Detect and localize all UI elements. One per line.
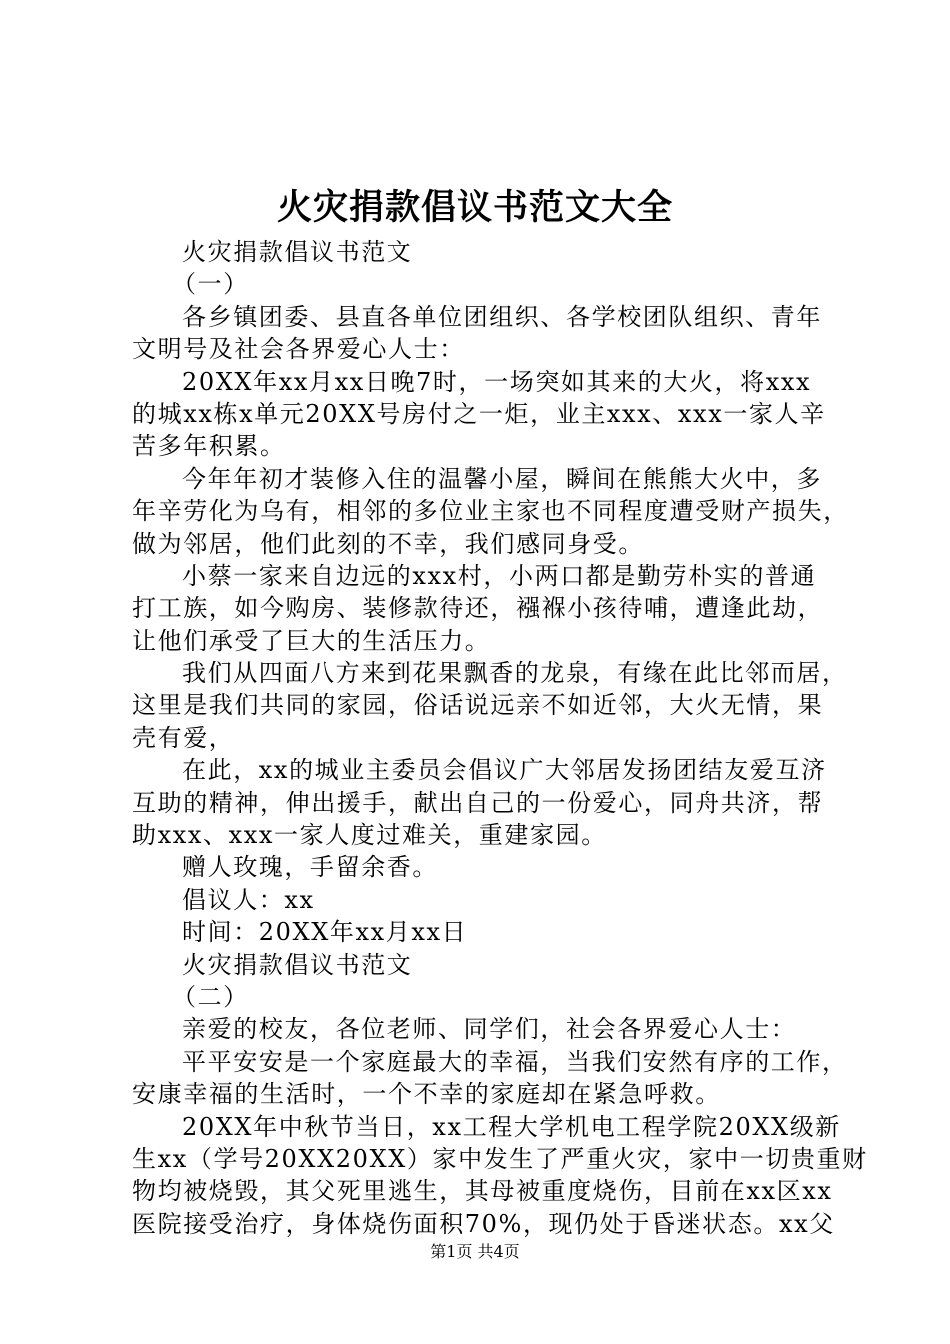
text-line: 物均被烧毁，其父死里逃生，其母被重度烧伤，目前在xx区xx	[132, 1177, 833, 1206]
text-line: （二）	[172, 982, 249, 1011]
text-line: 平平安安是一个家庭最大的幸福，当我们安然有序的工作，	[182, 1047, 848, 1076]
text-line: 壳有爱，	[132, 723, 235, 752]
text-line: 的城xx栋x单元20XX号房付之一炬，业主xxx、xxx一家人辛	[132, 399, 826, 428]
text-line: 我们从四面八方来到花果飘香的龙泉，有缘在此比邻而居，	[182, 659, 848, 688]
text-line: 做为邻居，他们此刻的不幸，我们感同身受。	[132, 529, 644, 558]
text-line: 生xx（学号20XX20XX）家中发生了严重火灾，家中一切贵重财	[132, 1144, 868, 1173]
document-title: 火灾捐款倡议书范文大全	[276, 187, 673, 228]
text-line: 火灾捐款倡议书范文	[182, 950, 413, 979]
text-line: 今年年初才装修入住的温馨小屋，瞬间在熊熊大火中，多	[182, 464, 822, 493]
text-line: 在此，xx的城业主委员会倡议广大邻居发扬团结友爱互济	[182, 756, 827, 785]
text-line: 亲爱的校友，各位老师、同学们，社会各界爱心人士：	[182, 1015, 797, 1044]
text-line: 医院接受治疗，身体烧伤面积70%，现仍处于昏迷状态。xx父	[132, 1209, 835, 1238]
text-line: 让他们承受了巨大的生活压力。	[132, 626, 491, 655]
text-line: 赠人玫瑰，手留余香。	[182, 853, 438, 882]
page-footer: 第1页 共4页	[430, 1242, 520, 1261]
text-line: 火灾捐款倡议书范文	[182, 238, 413, 266]
text-line: 倡议人：xx	[182, 885, 315, 914]
text-line: （一）	[172, 270, 249, 299]
text-line: 这里是我们共同的家园，俗话说远亲不如近邻，大火无情，果	[132, 691, 824, 720]
text-line: 各乡镇团委、县直各单位团组织、各学校团队组织、青年	[182, 302, 822, 331]
text-line: 20XX年中秋节当日，xx工程大学机电工程学院20XX级新	[182, 1112, 841, 1141]
text-line: 时间：20XX年xx月xx日	[182, 918, 468, 947]
text-line: 安康幸福的生活时，一个不幸的家庭却在紧急呼救。	[132, 1080, 721, 1109]
text-line: 文明号及社会各界爱心人士：	[132, 335, 465, 364]
text-line: 20XX年xx月xx日晚7时，一场突如其来的大火，将xxx	[182, 367, 812, 396]
text-line: 小蔡一家来自边远的xxx村，小两口都是勤劳朴实的普通	[182, 561, 817, 590]
text-line: 苦多年积累。	[132, 432, 286, 461]
text-line: 互助的精神，伸出援手，献出自己的一份爱心，同舟共济，帮	[132, 788, 824, 817]
text-line: 年辛劳化为乌有，相邻的多位业主家也不同程度遭受财产损失，	[132, 497, 849, 526]
text-line: 打工族，如今购房、装修款待还，襁褓小孩待哺，遭逢此劫，	[132, 594, 824, 623]
text-line: 助xxx、xxx一家人度过难关，重建家园。	[132, 821, 607, 850]
document-body	[132, 236, 868, 1240]
